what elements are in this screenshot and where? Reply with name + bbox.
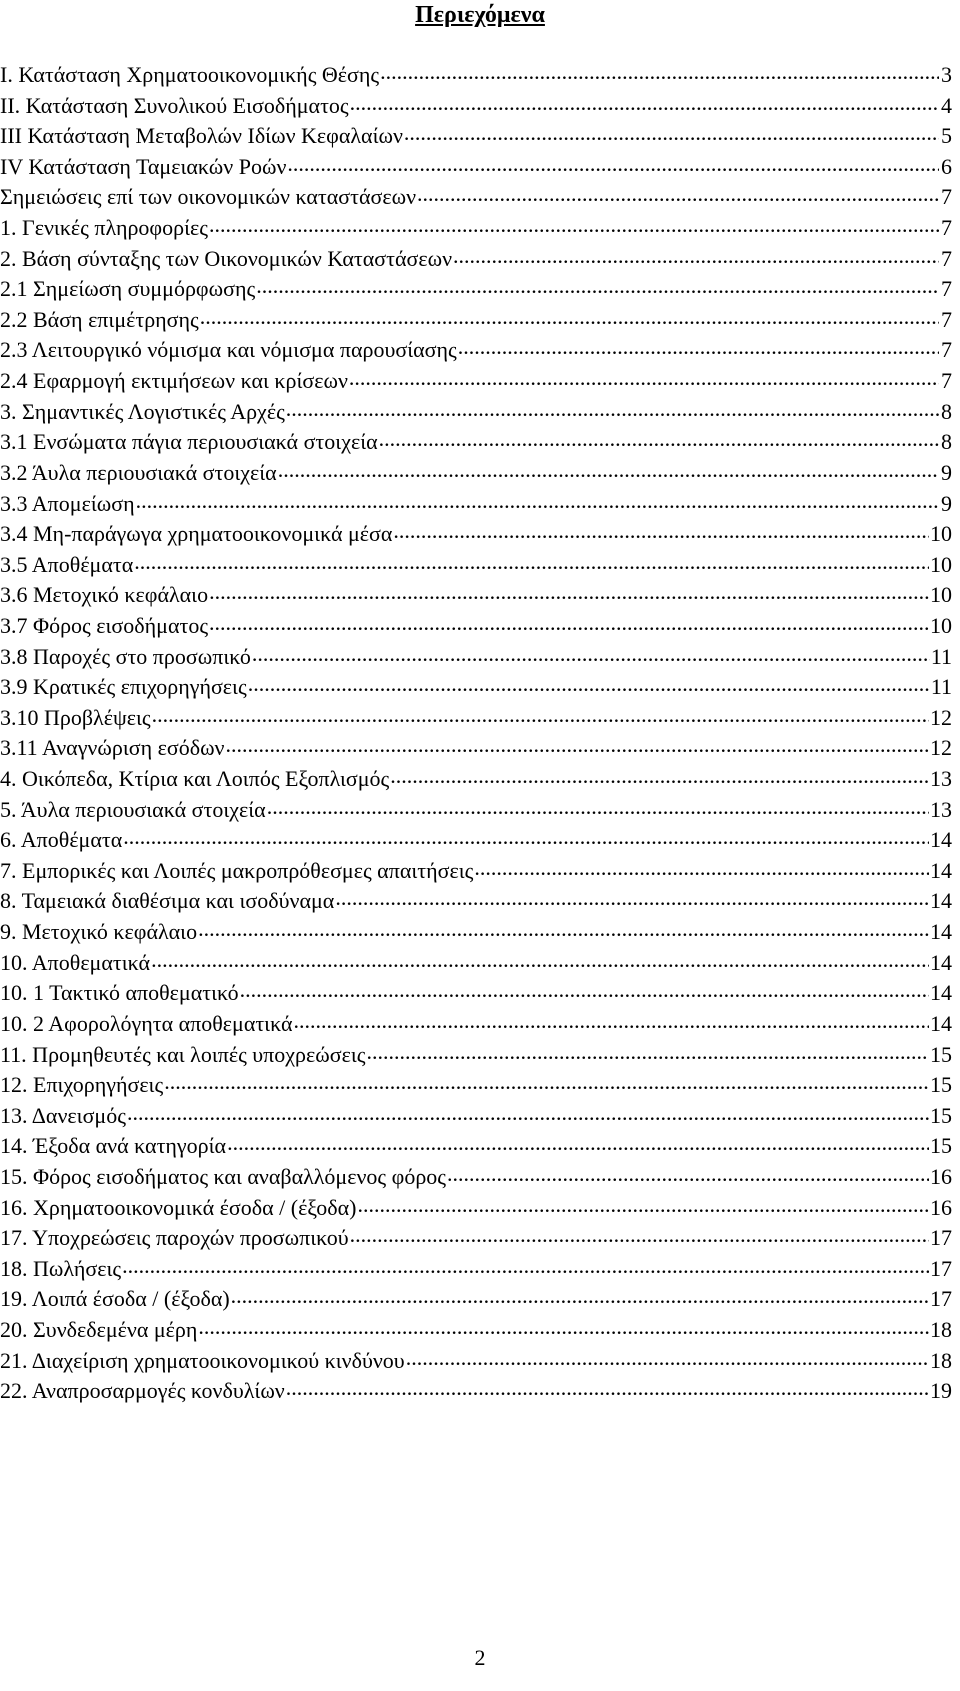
toc-entry-page: 7 [941, 184, 952, 210]
toc-entry-page: 10 [930, 612, 952, 638]
page-number: 2 [474, 1645, 486, 1670]
dot-leader [406, 1346, 929, 1368]
dot-leader [380, 60, 939, 82]
toc-entry-label[interactable]: 2.4 Εφαρμογή εκτιμήσεων και κρίσεων [0, 368, 348, 394]
toc-entry-label[interactable]: 2.1 Σημείωση συμμόρφωσης [0, 276, 256, 302]
toc-entry-page: 14 [930, 919, 952, 945]
toc-entry[interactable] [0, 1131, 952, 1162]
toc-entry-page: 14 [930, 1010, 952, 1036]
dot-leader [286, 397, 939, 419]
toc-entry[interactable] [0, 672, 952, 703]
toc-entry-page: 7 [941, 245, 952, 271]
dot-leader [349, 366, 939, 388]
dot-leader [278, 458, 939, 480]
toc-entry[interactable] [0, 1101, 952, 1132]
toc-entry-page: 16 [930, 1163, 952, 1189]
toc-entry-label[interactable]: 2.2 Βάση επιμέτρησης [0, 306, 199, 332]
toc-entry[interactable] [0, 458, 952, 489]
toc-entry-page: 18 [930, 1347, 952, 1373]
dot-leader [122, 1254, 929, 1276]
toc-entry-label[interactable]: III Κατάσταση Μεταβολών Ιδίων Κεφαλαίων [0, 123, 403, 149]
toc-entry-page: 19 [930, 1378, 952, 1404]
toc-entry[interactable] [0, 1040, 952, 1071]
dot-leader [335, 886, 929, 908]
toc-entry-page: 10 [930, 582, 952, 608]
toc-entry-label[interactable]: 8. Ταμειακά διαθέσιμα και ισοδύναμα [0, 888, 335, 914]
toc-entry-page: 14 [930, 980, 952, 1006]
dot-leader [267, 795, 929, 817]
toc-entry-label[interactable]: 16. Χρηματοοικονομικά έσοδα / (έξοδα) [0, 1194, 357, 1220]
toc-entry-label[interactable]: 14. Έξοδα ανά κατηγορία [0, 1133, 227, 1159]
toc-entry-label[interactable]: 10. 2 Αφορολόγητα αποθεματικά [0, 1010, 293, 1036]
dot-leader [227, 1131, 929, 1153]
toc-entry-page: 14 [930, 857, 952, 883]
toc-entry-label[interactable]: 7. Εμπορικές και Λοιπές μακροπρόθεσμες απαιτήσεις [0, 857, 474, 883]
toc-entry-label[interactable]: IV Κατάσταση Ταμειακών Ροών [0, 153, 287, 179]
dot-leader [447, 1162, 929, 1184]
toc-entry-page: 3 [941, 62, 952, 87]
dot-leader [294, 1009, 929, 1031]
toc-entry-label[interactable]: 13. Δανεισμός [0, 1102, 126, 1128]
toc-entry[interactable] [0, 733, 952, 764]
toc-entry-label[interactable]: 9. Μετοχικό κεφάλαιο [0, 919, 198, 945]
toc-entry-page: 7 [941, 337, 952, 363]
dot-leader [358, 1193, 929, 1215]
dot-leader [240, 978, 929, 1000]
toc-entry-page: 11 [930, 674, 952, 700]
toc-entry[interactable] [0, 1254, 952, 1285]
dot-leader [198, 917, 929, 939]
toc-entry-label[interactable]: 2.3 Λειτουργικό νόμισμα και νόμισμα παρουσίασης [0, 337, 457, 363]
toc-entry[interactable] [0, 886, 952, 917]
toc-entry[interactable] [0, 397, 952, 428]
toc-entry-page: 5 [941, 123, 952, 149]
toc-entry-page: 7 [941, 276, 952, 302]
toc-entry-page: 15 [930, 1133, 952, 1159]
toc-entry[interactable] [0, 642, 952, 673]
toc-entry[interactable] [0, 335, 952, 366]
toc-entry[interactable] [0, 611, 952, 642]
toc-entry[interactable] [0, 305, 952, 336]
toc-entry-page: 13 [930, 766, 952, 792]
dot-leader [404, 121, 939, 143]
toc-entry[interactable] [0, 274, 952, 305]
dot-leader [151, 948, 929, 970]
toc-entry-page: 15 [930, 1041, 952, 1067]
toc-entry[interactable] [0, 580, 952, 611]
toc-entry[interactable] [0, 703, 952, 734]
dot-leader [393, 519, 929, 541]
toc-entry[interactable] [0, 121, 952, 152]
dot-leader [252, 642, 930, 664]
toc-entry-page: 4 [941, 92, 952, 118]
toc-entry-page: 16 [930, 1194, 952, 1220]
toc-entry-label[interactable]: 3.4 Μη-παράγωγα χρηματοοικονομικά μέσα [0, 521, 393, 547]
toc-entry[interactable] [0, 519, 952, 550]
dot-leader [152, 703, 929, 725]
toc-entry-page: 11 [930, 643, 952, 669]
toc-entry-label[interactable]: I. Κατάσταση Χρηματοοικονομικής Θέσης [0, 62, 380, 87]
toc-entry[interactable] [0, 427, 952, 458]
dot-leader [127, 1101, 929, 1123]
toc-entry-label[interactable]: 5. Άυλα περιουσιακά στοιχεία [0, 796, 266, 822]
toc-entry[interactable] [0, 1193, 952, 1224]
toc-entry-page: 12 [930, 704, 952, 730]
toc-entry-label[interactable]: 3.7 Φόρος εισοδήματος [0, 612, 209, 638]
toc-entry-label[interactable]: 19. Λοιπά έσοδα / (έξοδα) [0, 1286, 230, 1312]
dot-leader [134, 550, 929, 572]
toc-entry-page: 7 [941, 368, 952, 394]
toc-entry-label[interactable]: 3.11 Αναγνώριση εσόδων [0, 735, 225, 761]
dot-leader [209, 611, 929, 633]
dot-leader [256, 274, 939, 296]
toc-entry[interactable] [0, 244, 952, 275]
toc-entry-label[interactable]: 11. Προμηθευτές και λοιπές υποχρεώσεις [0, 1041, 366, 1067]
dot-leader [287, 152, 939, 174]
toc-entry-label[interactable]: 22. Αναπροσαρμογές κονδυλίων [0, 1378, 285, 1404]
toc-entry[interactable] [0, 60, 952, 91]
toc-entry[interactable] [0, 978, 952, 1009]
dot-leader [474, 856, 929, 878]
table-of-contents [0, 60, 952, 1407]
toc-entry-page: 14 [930, 888, 952, 914]
toc-entry-label[interactable]: 10. Αποθεματικά [0, 949, 151, 975]
toc-entry-page: 15 [930, 1102, 952, 1128]
toc-entry-label[interactable]: II. Κατάσταση Συνολικού Εισοδήματος [0, 92, 349, 118]
toc-entry-page: 9 [941, 459, 952, 485]
toc-entry-label[interactable]: 10. 1 Τακτικό αποθεματικό [0, 980, 239, 1006]
toc-entry-page: 17 [930, 1255, 952, 1281]
toc-entry[interactable] [0, 1223, 952, 1254]
toc-entry-page: 12 [930, 735, 952, 761]
toc-entry-label[interactable]: 2. Βάση σύνταξης των Οικονομικών Καταστάσεων [0, 245, 453, 271]
dot-leader [200, 305, 939, 327]
toc-entry-page: 17 [930, 1225, 952, 1251]
toc-entry-page: 9 [941, 490, 952, 516]
toc-entry[interactable] [0, 1284, 952, 1315]
toc-entry[interactable] [0, 366, 952, 397]
toc-entry-label[interactable]: 4. Οικόπεδα, Κτίρια και Λοιπός Εξοπλισμός [0, 766, 390, 792]
toc-entry-label[interactable]: 3.10 Προβλέψεις [0, 704, 151, 730]
toc-entry-label[interactable]: 15. Φόρος εισοδήματος και αναβαλλόμενος φόρος [0, 1163, 447, 1189]
toc-entry[interactable] [0, 856, 952, 887]
toc-entry-label[interactable]: 17. Υποχρεώσεις παροχών προσωπικού [0, 1225, 349, 1251]
toc-entry[interactable] [0, 489, 952, 520]
toc-entry[interactable] [0, 948, 952, 979]
toc-entry-label[interactable]: 18. Πωλήσεις [0, 1255, 122, 1281]
dot-leader [136, 489, 939, 511]
dot-leader [417, 182, 939, 204]
toc-entry[interactable] [0, 917, 952, 948]
toc-entry-label[interactable]: 3. Σημαντικές Λογιστικές Αρχές [0, 398, 285, 424]
toc-entry-page: 10 [930, 551, 952, 577]
toc-entry-page: 18 [930, 1316, 952, 1342]
dot-leader [209, 580, 929, 602]
toc-entry[interactable] [0, 1070, 952, 1101]
dot-leader [226, 733, 929, 755]
toc-entry[interactable] [0, 1376, 952, 1407]
dot-leader [390, 764, 929, 786]
toc-entry[interactable] [0, 1009, 952, 1040]
toc-entry-label[interactable]: 1. Γενικές πληροφορίες [0, 215, 208, 241]
toc-entry-label[interactable]: 6. Αποθέματα [0, 827, 123, 853]
toc-entry-label[interactable]: Σημειώσεις επί των οικονομικών καταστάσεων [0, 184, 417, 210]
toc-entry-label[interactable]: 3.9 Κρατικές επιχορηγήσεις [0, 674, 247, 700]
toc-entry[interactable] [0, 213, 952, 244]
dot-leader [379, 427, 939, 449]
toc-entry-label[interactable]: 3.1 Ενσώματα πάγια περιουσιακά στοιχεία [0, 429, 378, 455]
toc-entry-page: 6 [941, 153, 952, 179]
toc-entry[interactable] [0, 182, 952, 213]
dot-leader [123, 825, 929, 847]
dot-leader [198, 1315, 929, 1337]
page-title: Περιεχόμενα [415, 2, 545, 28]
toc-entry-label[interactable]: 3.5 Αποθέματα [0, 551, 134, 577]
toc-entry-page: 17 [930, 1286, 952, 1312]
toc-entry-page: 8 [941, 429, 952, 455]
dot-leader [366, 1040, 929, 1062]
toc-entry-page: 13 [930, 796, 952, 822]
toc-entry-page: 15 [930, 1072, 952, 1098]
toc-entry[interactable] [0, 152, 952, 183]
toc-entry[interactable] [0, 91, 952, 122]
toc-entry-page: 7 [941, 215, 952, 241]
dot-leader [453, 244, 939, 266]
toc-entry[interactable] [0, 795, 952, 826]
toc-entry-page: 8 [941, 398, 952, 424]
toc-entry[interactable] [0, 1162, 952, 1193]
toc-entry-page: 14 [930, 949, 952, 975]
toc-entry[interactable] [0, 1346, 952, 1377]
toc-entry-page: 7 [941, 306, 952, 332]
dot-leader [350, 91, 939, 113]
toc-entry[interactable] [0, 550, 952, 581]
toc-entry-label[interactable]: 12. Επιχορηγήσεις [0, 1072, 164, 1098]
toc-entry[interactable] [0, 764, 952, 795]
toc-entry[interactable] [0, 825, 952, 856]
toc-entry[interactable] [0, 1315, 952, 1346]
toc-entry-label[interactable]: 20. Συνδεδεμένα μέρη [0, 1316, 198, 1342]
toc-entry-label[interactable]: 21. Διαχείριση χρηματοοικονομικού κινδύνου [0, 1347, 405, 1373]
toc-entry-label[interactable]: 3.3 Απομείωση [0, 490, 135, 516]
dot-leader [458, 335, 939, 357]
toc-entry-label[interactable]: 3.6 Μετοχικό κεφάλαιο [0, 582, 209, 608]
dot-leader [164, 1070, 929, 1092]
dot-leader [350, 1223, 929, 1245]
toc-entry-page: 10 [930, 521, 952, 547]
dot-leader [231, 1284, 929, 1306]
dot-leader [248, 672, 930, 694]
dot-leader [286, 1376, 929, 1398]
toc-entry-label[interactable]: 3.2 Άυλα περιουσιακά στοιχεία [0, 459, 277, 485]
toc-entry-label[interactable]: 3.8 Παροχές στο προσωπικό [0, 643, 251, 669]
dot-leader [209, 213, 939, 235]
toc-entry-page: 14 [930, 827, 952, 853]
